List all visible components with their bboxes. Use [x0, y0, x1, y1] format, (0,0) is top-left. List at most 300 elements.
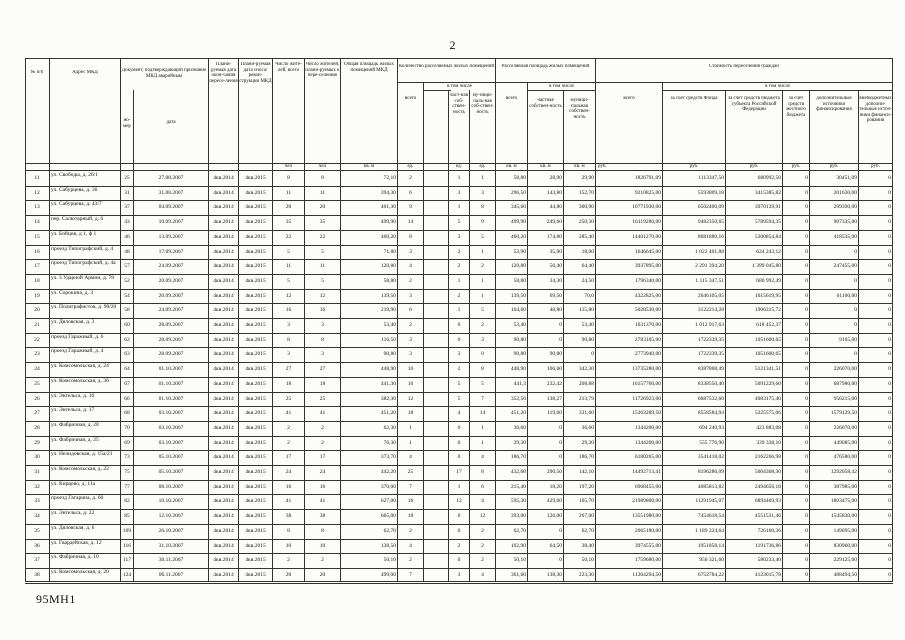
table-cell: 106,60	[546, 366, 562, 373]
table-cell: 36,60	[513, 424, 526, 431]
table-cell: 11	[285, 263, 292, 270]
table-cell: 12	[407, 395, 414, 402]
row-divider	[25, 421, 893, 422]
table-cell: 32	[34, 483, 40, 490]
table-cell: 5789594,35	[754, 219, 781, 226]
table-cell: 476580,00	[833, 454, 857, 461]
table-cell: 0	[805, 233, 808, 240]
table-cell: 627,00	[380, 498, 396, 505]
table-cell: 229125,00	[833, 557, 857, 564]
table-cell: 53,40	[581, 322, 594, 328]
table-cell: проезд Гагарина, д. 60	[51, 495, 104, 502]
table-cell: 0	[805, 336, 808, 343]
unit-rub: руб.	[598, 164, 607, 169]
table-cell: 0	[888, 454, 891, 461]
table-cell: 5	[287, 277, 290, 284]
table-cell: 0	[805, 469, 808, 475]
row-divider	[25, 289, 893, 290]
table-cell: 20.09.2007	[158, 292, 184, 299]
table-cell: 0	[888, 322, 891, 328]
table-cell: 10	[285, 542, 292, 549]
table-cell: проезд Типографский, д. 4	[51, 245, 114, 252]
table-cell: 1722339,35	[697, 336, 724, 343]
table-cell: 0	[457, 439, 461, 446]
table-cell: 8	[481, 469, 484, 475]
table-cell: 5121341,51	[754, 366, 781, 373]
table-cell: 1646645,00	[634, 248, 661, 255]
table-cell: 2	[321, 424, 324, 431]
table-cell: 2	[481, 557, 484, 564]
table-cell: 7	[409, 483, 412, 490]
table-cell: 232,42	[546, 380, 562, 387]
table-cell: 27.08.2007	[158, 175, 184, 181]
table-cell: 201630,00	[833, 189, 857, 196]
table-cell: 08.10.2007	[158, 483, 184, 490]
table-cell: 0	[559, 557, 562, 564]
table-cell: ул. Комсомольская, д. 36	[51, 377, 109, 384]
table-cell: 555 776,90	[699, 439, 724, 446]
table-cell: 4083175,40	[754, 395, 781, 402]
table-cell: 2	[481, 322, 484, 328]
table-cell: 5593809,18	[697, 189, 724, 196]
table-cell: 4кв.2014	[213, 189, 234, 196]
table-cell: 14401270,00	[632, 233, 661, 240]
table-cell: 4123015,78	[754, 571, 781, 578]
table-cell: 126,00	[546, 513, 562, 520]
table-cell: 4085813,82	[697, 483, 724, 490]
table-cell: 0	[805, 483, 808, 490]
table-cell: 1631370,00	[634, 322, 661, 328]
table-cell: 1579129,50	[830, 410, 857, 417]
table-cell: 14	[34, 219, 40, 226]
table-cell: 4	[457, 410, 461, 417]
table-cell: 0	[481, 351, 484, 358]
table-cell: 0	[805, 571, 808, 578]
table-cell: 449085,00	[833, 439, 857, 446]
table-cell: 0	[888, 380, 891, 387]
table-cell: 394,30	[380, 189, 396, 196]
table-cell: 370,00	[380, 483, 396, 490]
table-cell: 70,0	[584, 292, 594, 299]
table-cell: 25	[124, 175, 130, 181]
table-cell: 58,80	[513, 175, 526, 181]
table-cell: 03.10.2007	[158, 410, 184, 417]
table-cell: 215,40	[510, 483, 526, 490]
table-cell: 60	[124, 322, 130, 328]
table-cell: 665,00	[380, 513, 396, 520]
table-cell: 0	[854, 307, 857, 314]
table-cell: ул. 3 Ударной Армии, д. 78	[51, 274, 115, 281]
unit-rub-2: руб.	[689, 164, 699, 169]
table-cell: 41	[285, 410, 292, 417]
table-cell: 03.10.2007	[158, 439, 184, 446]
table-cell: 1113347,50	[698, 175, 724, 181]
table-cell: 53,90	[513, 248, 526, 255]
table-cell: 20	[285, 204, 292, 211]
table-cell: 0	[888, 233, 891, 240]
table-cell: 0	[805, 424, 808, 431]
unit-rub-5: руб.	[829, 164, 839, 169]
table-cell: 4кв.2014	[213, 469, 234, 475]
table-cell: 57	[124, 263, 130, 270]
table-cell: 1	[409, 439, 412, 446]
table-cell: 64,40	[581, 263, 594, 270]
table-cell: 0	[854, 248, 857, 255]
table-cell: 109	[122, 527, 132, 534]
table-cell: 0	[888, 189, 891, 196]
table-cell: 3	[457, 571, 461, 578]
table-cell: 345,60	[510, 204, 526, 211]
table-cell: 12	[479, 513, 486, 520]
table-cell: 0	[888, 307, 891, 314]
table-cell: 68	[124, 410, 130, 417]
table-cell: 6	[409, 307, 412, 314]
table-cell: 01.10.2007	[158, 366, 184, 373]
table-cell: 1826791,09	[634, 175, 661, 181]
table-cell: 1615619,95	[754, 292, 781, 299]
table-cell: 300,90	[578, 204, 594, 211]
row-divider	[25, 465, 893, 466]
row-divider	[25, 333, 893, 334]
table-cell: 1	[457, 307, 461, 314]
table-cell: 5004368,30	[754, 469, 781, 475]
table-cell: 1051600,65	[754, 336, 781, 343]
table-cell: 50,10	[581, 557, 594, 564]
table-cell: 0	[888, 366, 891, 373]
table-cell: 4кв.2015	[245, 513, 266, 520]
table-cell: 11726923,00	[632, 395, 661, 402]
table-cell: 2783105,00	[634, 336, 661, 343]
table-cell: 11	[34, 175, 40, 181]
unit-people-2: чел	[318, 164, 327, 169]
table-cell: 0	[805, 380, 808, 387]
table-cell: 580233,40	[757, 557, 781, 564]
table-cell: 6968455,00	[634, 483, 661, 490]
table-cell: 1 012 917,63	[695, 322, 724, 328]
table-cell: 1	[457, 483, 461, 490]
table-cell: 38	[285, 513, 292, 520]
table-cell: ул. Энгельса, д. 16	[51, 392, 95, 399]
table-cell: 0	[805, 277, 808, 284]
table-cell: 186,70	[578, 454, 594, 461]
table-cell: 116,50	[381, 336, 396, 343]
table-cell: 4кв.2014	[213, 542, 234, 549]
table-cell: 76,30	[383, 439, 396, 446]
table-cell: 71,80	[383, 248, 396, 255]
table-cell: 5	[321, 248, 324, 255]
table-cell: 85	[124, 513, 130, 520]
table-cell: 907335,00	[833, 219, 857, 226]
unit-people: чел	[284, 164, 293, 169]
table-cell: 149695,00	[833, 527, 857, 534]
table-cell: 4кв.2015	[245, 189, 266, 196]
table-cell: 0	[805, 307, 808, 314]
table-cell: 4кв.2014	[213, 380, 234, 387]
table-cell: 25	[319, 395, 326, 402]
unit-rub-3: руб.	[749, 164, 759, 169]
table-cell: проезд Гаражный, д. 4	[51, 348, 104, 355]
table-cell: 4322825,00	[634, 292, 661, 299]
table-cell: 0	[888, 513, 891, 520]
page-number: 2	[449, 38, 456, 52]
table-cell: 4кв.2015	[245, 307, 266, 314]
table-cell: 226070,00	[833, 366, 857, 373]
table-cell: 62,70	[581, 527, 594, 534]
table-cell: 3	[457, 233, 461, 240]
table-cell: проезд Гаражный, д. 6	[51, 333, 104, 340]
table-cell: 618 452,37	[756, 322, 781, 328]
table-cell: 3	[287, 351, 290, 358]
table-cell: 64	[124, 366, 130, 373]
table-cell: 15	[34, 233, 40, 240]
table-cell: 8	[321, 175, 324, 181]
row-divider	[25, 186, 893, 187]
table-cell: 61100,00	[836, 292, 857, 299]
table-cell: 0	[805, 189, 808, 196]
table-cell: 04.09.2007	[158, 204, 184, 211]
table-cell: 4кв.2015	[245, 277, 266, 284]
table-cell: 218,90	[380, 307, 396, 314]
table-cell: 124	[122, 571, 132, 578]
table-cell: 1 115 347,51	[695, 277, 724, 284]
table-cell: 90,80	[513, 351, 526, 358]
table-cell: 441,30	[380, 380, 396, 387]
table-cell: 4	[409, 542, 412, 549]
table-cell: 3	[321, 322, 324, 328]
row-divider	[25, 230, 893, 231]
table-cell: 460,20	[510, 233, 526, 240]
table-cell: 432,60	[510, 469, 526, 475]
table-cell: 0	[854, 277, 857, 284]
table-cell: 138,50	[380, 542, 396, 549]
table-cell: 4кв.2015	[245, 395, 266, 402]
table-cell: 22	[285, 233, 292, 240]
table-cell: 13551980,00	[632, 513, 661, 520]
table-cell: 19	[34, 292, 40, 299]
table-cell: 54	[124, 292, 130, 299]
table-cell: 1051600,65	[754, 351, 781, 358]
table-cell: 0	[805, 410, 808, 417]
table-cell: 2	[481, 263, 484, 270]
table-cell: 38	[319, 513, 326, 520]
table-cell: 2162266,98	[754, 454, 781, 461]
table-cell: 24	[319, 469, 326, 475]
table-cell: 16	[285, 307, 292, 314]
table-cell: 72,10	[383, 175, 396, 181]
table-cell: 4кв.2015	[245, 410, 266, 417]
table-cell: 9	[481, 219, 484, 226]
table-cell: 4кв.2014	[213, 439, 234, 446]
table-cell: 13	[34, 204, 40, 211]
table-cell: 25	[34, 380, 40, 387]
table-cell: 8	[481, 204, 484, 211]
table-cell: 8681880,16	[697, 233, 724, 240]
table-cell: 3970139,91	[754, 204, 781, 211]
table-cell: 1	[481, 248, 484, 255]
table-cell: 0	[805, 454, 808, 461]
unit-ed-2: ед.	[456, 164, 462, 169]
table-cell: 1 189 324,64	[695, 527, 724, 534]
table-cell: 1	[409, 424, 412, 431]
table-cell: 950 321,60	[699, 557, 724, 564]
table-cell: 0	[805, 248, 808, 255]
table-cell: 8338550,40	[697, 380, 724, 387]
table-cell: 290,50	[546, 469, 562, 475]
table-cell: 11291945,07	[695, 498, 724, 505]
table-cell: 2773940,00	[634, 351, 661, 358]
table-cell: 37	[124, 204, 130, 211]
table-cell: 90,80	[581, 336, 594, 343]
table-cell: 24	[285, 469, 292, 475]
table-cell: 423 883,08	[756, 424, 781, 431]
table-cell: 28.09.2007	[158, 351, 184, 358]
table-cell: 4кв.2015	[245, 527, 266, 534]
table-cell: 4	[481, 571, 484, 578]
table-cell: 3	[321, 351, 324, 358]
table-cell: 442,20	[380, 469, 396, 475]
table-cell: 22	[319, 233, 326, 240]
table-cell: 0	[805, 527, 808, 534]
table-cell: 5	[287, 248, 290, 255]
table-cell: 37	[34, 557, 40, 564]
header-area-municipal: муници-пальная собствен-ность	[569, 98, 590, 120]
table-cell: 35	[285, 219, 292, 226]
table-cell: 31	[124, 189, 130, 196]
table-cell: 4кв.2015	[245, 219, 266, 226]
table-cell: 29,90	[581, 175, 594, 181]
table-cell: 4	[481, 498, 484, 505]
table-cell: 16	[285, 483, 292, 490]
row-divider	[25, 377, 893, 378]
table-cell: 1 399 045,80	[752, 263, 781, 270]
table-cell: 1951858,14	[697, 542, 724, 549]
table-cell: 28,90	[549, 175, 562, 181]
table-cell: 361,60	[510, 571, 526, 578]
table-cell: 41	[319, 498, 326, 505]
table-cell: 31.08.2007	[158, 189, 184, 196]
table-cell: 17	[34, 263, 40, 270]
header-residents-plan: Число жителей, плани-руемых к пере-селению	[305, 62, 340, 79]
table-cell: 401,30	[380, 204, 396, 211]
table-cell: 50,10	[383, 557, 396, 564]
unit-sqm-4: кв. м	[574, 164, 585, 169]
table-cell: 27	[319, 366, 326, 373]
header-number: № п/п	[30, 70, 44, 75]
table-cell: 3	[409, 351, 412, 358]
table-cell: 5225575,06	[754, 410, 781, 417]
table-cell: 4кв.2015	[245, 483, 266, 490]
table-cell: 694 240,93	[699, 424, 724, 431]
unit-sqm-3: кв. м	[540, 164, 551, 169]
table-cell: 139,50	[380, 292, 396, 299]
table-cell: 62,70	[383, 527, 396, 534]
table-cell: 13735280,00	[632, 366, 661, 373]
table-cell: 44,80	[549, 204, 562, 211]
table-cell: 223,30	[578, 571, 594, 578]
table-cell: 680992,50	[757, 175, 781, 181]
table-cell: 6894469,93	[754, 498, 781, 505]
table-cell: 11	[285, 189, 292, 196]
row-divider	[25, 318, 893, 319]
table-cell: 26.10.2007	[158, 527, 184, 534]
table-cell: 451,20	[510, 410, 526, 417]
table-cell: 0	[805, 351, 808, 358]
table-cell: 143,80	[546, 189, 562, 196]
table-cell: 21	[34, 322, 40, 328]
table-cell: 4551531,46	[754, 513, 781, 520]
table-cell: 2	[287, 557, 290, 564]
table-cell: 4кв.2015	[245, 233, 266, 240]
table-cell: 2	[409, 527, 412, 534]
header-cost-excess: внебюджетных дополни-тельные источ-ники финанси-рования	[859, 96, 892, 124]
table-cell: 2	[287, 439, 290, 446]
table-cell: 448,90	[510, 366, 526, 373]
table-cell: 28.09.2007	[158, 322, 184, 328]
table-cell: 16	[407, 498, 414, 505]
table-cell: 285,40	[578, 233, 594, 240]
table-cell: 28.09.2007	[158, 336, 184, 343]
table-cell: 77	[124, 483, 130, 490]
row-divider	[25, 568, 893, 569]
table-cell: 4кв.2014	[213, 307, 234, 314]
table-cell: 9165,00	[839, 336, 857, 343]
table-cell: 5	[457, 395, 461, 402]
table-cell: 15363289,50	[632, 410, 661, 417]
table-cell: 624 243,12	[756, 248, 781, 255]
table-cell: 67	[124, 380, 130, 387]
table-cell: 75	[124, 469, 130, 475]
row-divider	[25, 303, 893, 304]
table-cell: 70	[124, 424, 130, 431]
table-cell: 2	[409, 557, 412, 564]
table-cell: 38	[34, 571, 40, 578]
table-cell: 5091229,60	[754, 380, 781, 387]
table-cell: 3541418,02	[697, 454, 724, 461]
table-cell: 296,50	[510, 189, 526, 196]
table-cell: 43	[124, 219, 130, 226]
table-cell: 139,50	[510, 292, 526, 299]
table-cell: 18,20	[549, 483, 562, 490]
table-cell: 0	[805, 204, 808, 211]
unit-sqm: кв. м	[363, 164, 375, 169]
table-cell: 4кв.2015	[245, 439, 266, 446]
table-cell: 2065180,00	[634, 527, 661, 534]
table-cell: 22	[34, 336, 40, 343]
table-cell: 6	[409, 189, 412, 196]
table-cell: 4кв.2014	[213, 498, 234, 505]
table-cell: ул. Фабричная, д. 28	[51, 421, 99, 428]
table-cell: 5300854,84	[754, 233, 781, 240]
table-cell: 0	[888, 542, 891, 549]
table-cell: 5	[321, 277, 324, 284]
table-cell: 0	[888, 219, 891, 226]
table-cell: ул. Дяловская, д. 3	[51, 319, 95, 325]
table-cell: 4	[409, 263, 412, 270]
table-cell: 90,80	[549, 351, 562, 358]
table-cell: 2	[457, 248, 461, 255]
table-cell: 3974555,00	[634, 542, 661, 549]
table-cell: 18	[319, 380, 326, 387]
table-cell: 24,50	[581, 277, 594, 284]
table-cell: 441,3	[513, 380, 526, 387]
table-cell: 0	[805, 557, 808, 564]
table-cell: 0	[888, 292, 891, 299]
table-cell: 27	[285, 366, 292, 373]
table-cell: 0	[854, 351, 857, 358]
row-divider	[25, 509, 893, 510]
table-cell: 488494,50	[833, 571, 857, 578]
table-cell: 3	[409, 292, 412, 299]
